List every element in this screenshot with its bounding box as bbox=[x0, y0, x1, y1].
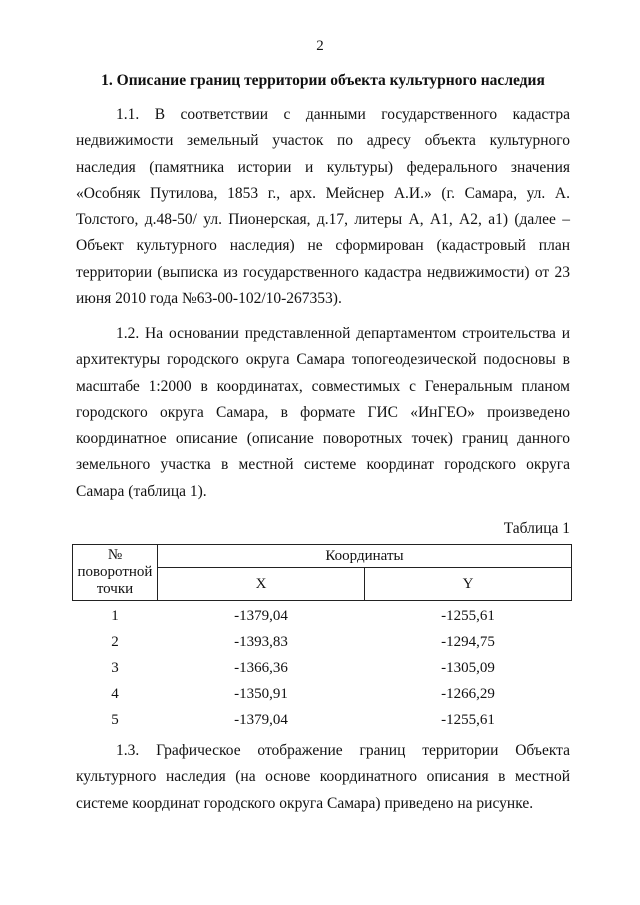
header-x: X bbox=[158, 568, 365, 601]
cell-x: -1366,36 bbox=[234, 659, 288, 676]
cell-y: -1255,61 bbox=[441, 607, 495, 624]
cell-x: -1379,04 bbox=[234, 607, 288, 624]
section-heading: 1. Описание границ территории объекта культурного наследия bbox=[101, 72, 545, 89]
paragraph-1-1 bbox=[76, 102, 570, 312]
table-row bbox=[73, 655, 572, 681]
table-row bbox=[73, 681, 572, 707]
cell-x: -1393,83 bbox=[234, 633, 288, 650]
paragraph-1-2 bbox=[76, 321, 570, 505]
cell-y: -1266,29 bbox=[441, 685, 495, 702]
cell-x: -1350,91 bbox=[234, 685, 288, 702]
paragraph-1-3 bbox=[76, 738, 570, 817]
cell-point: 3 bbox=[111, 659, 119, 676]
cell-y: -1294,75 bbox=[441, 633, 495, 650]
header-point-number: № поворотной точки bbox=[73, 545, 158, 601]
table-caption: Таблица 1 bbox=[503, 520, 570, 537]
header-y: Y bbox=[365, 568, 572, 601]
coordinates-table bbox=[72, 544, 572, 733]
paragraph-1-2-text: 1.2. На основании представленной департаментом строительства и архитектуры городского округа Самара топогеодезической подосновы в масштабе 1:2000 в координатах, совместимых с Генеральным планом городского округа Самара, в формате ГИС «ИнГЕО» произведено координатное описание (описание поворотных точек) границ данного земельного участка в местной системе координат городского округа Самара (таблица 1). bbox=[76, 325, 570, 500]
table-row bbox=[73, 707, 572, 733]
cell-point: 1 bbox=[111, 607, 119, 624]
cell-point: 5 bbox=[111, 711, 119, 728]
cell-point: 4 bbox=[111, 685, 119, 702]
cell-y: -1305,09 bbox=[441, 659, 495, 676]
header-coordinates: Координаты bbox=[158, 545, 572, 568]
page-number: 2 bbox=[316, 38, 324, 54]
cell-x: -1379,04 bbox=[234, 711, 288, 728]
cell-y: -1255,61 bbox=[441, 711, 495, 728]
table-row bbox=[73, 601, 572, 630]
paragraph-1-3-text: 1.3. Графическое отображение границ территории Объекта культурного наследия (на основе координатного описания в местной системе координат городского округа Самара) приведено на рисунке. bbox=[76, 742, 570, 812]
cell-point: 2 bbox=[111, 633, 119, 650]
paragraph-1-1-text: 1.1. В соответствии с данными государственного кадастра недвижимости земельный участок по адресу объекта культурного наследия (памятника истории и культуры) федерального значения «Особняк Путилова, 1853 г., арх. Мейснер А.И.» (г. Самара, ул. А. Толстого, д.48-50/ ул. Пионерская, д.17, литеры А, А1, А2, а1) (далее – Объект культурного наследия) не сформирован (кадастровый план территории (выписка из государственного кадастра недвижимости) от 23 июня 2010 года №63-00-102/10-267353). bbox=[76, 106, 570, 308]
table-row bbox=[73, 629, 572, 655]
